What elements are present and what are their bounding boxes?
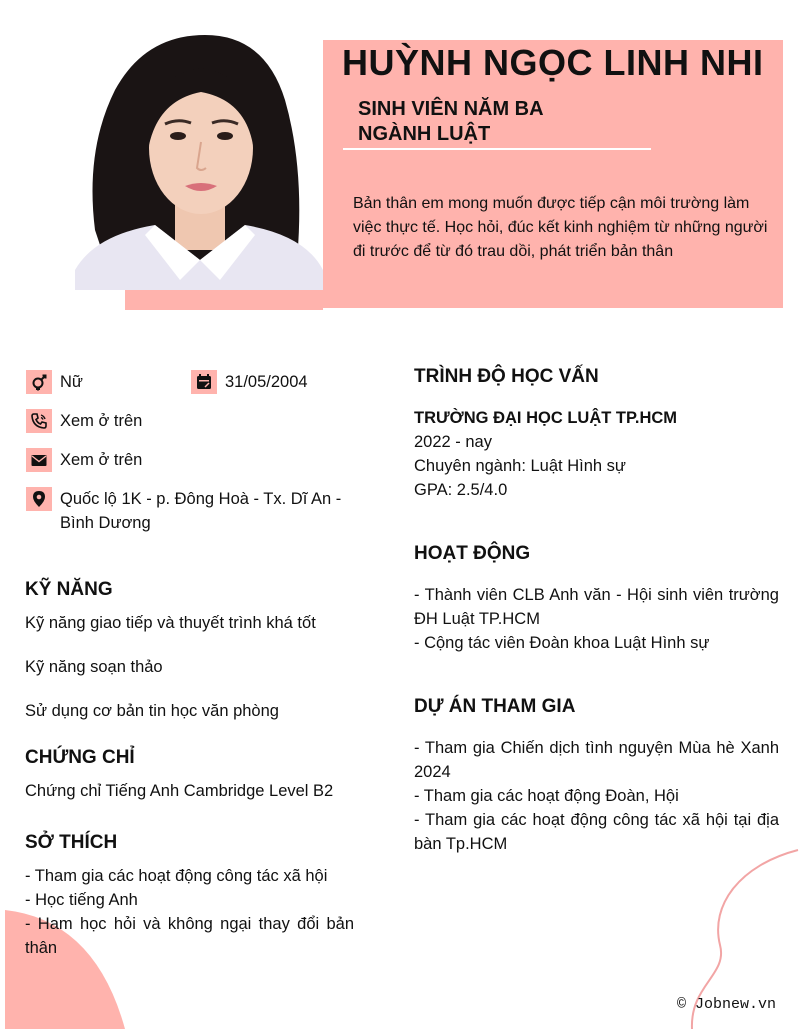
title-divider xyxy=(343,148,651,150)
email-icon xyxy=(26,448,52,472)
activities-heading: HOẠT ĐỘNG xyxy=(414,543,531,564)
job-title-line1: SINH VIÊN NĂM BA xyxy=(358,98,544,120)
certificates-heading: CHỨNG CHỈ xyxy=(25,747,135,768)
gender-icon xyxy=(26,370,52,394)
hobby-item: - Ham học hỏi và không ngại thay đổi bản thân xyxy=(25,915,354,957)
study-period: 2022 - nay xyxy=(414,433,492,451)
photo-underlay xyxy=(125,289,323,310)
hobbies-heading: SỞ THÍCH xyxy=(25,832,118,853)
skill-item: Kỹ năng giao tiếp và thuyết trình khá tốt xyxy=(25,614,316,632)
education-block xyxy=(414,406,779,502)
footer-credit: © Jobnew.vn xyxy=(676,996,776,1013)
profile-photo xyxy=(75,30,323,290)
school-name: TRƯỜNG ĐẠI HỌC LUẬT TP.HCM xyxy=(414,409,678,427)
full-name: HUỲNH NGỌC LINH NHI xyxy=(342,42,764,83)
certificate-item: Chứng chỉ Tiếng Anh Cambridge Level B2 xyxy=(25,782,334,800)
hobby-item: - Học tiếng Anh xyxy=(25,891,138,909)
phone-icon xyxy=(26,409,52,433)
skills-heading: KỸ NĂNG xyxy=(25,579,113,600)
projects-list xyxy=(414,736,779,856)
major: Chuyên ngành: Luật Hình sự xyxy=(414,457,626,475)
address-value: Quốc lộ 1K - p. Đông Hoà - Tx. Dĩ An - Bình Dương xyxy=(60,490,342,532)
skill-item: Sử dụng cơ bản tin học văn phòng xyxy=(25,702,279,720)
email-value: Xem ở trên xyxy=(60,451,143,469)
hobby-item: - Tham gia các hoạt động công tác xã hội xyxy=(25,867,328,885)
gender-value: Nữ xyxy=(60,373,83,391)
job-title-line2: NGÀNH LUẬT xyxy=(358,123,491,145)
projects-heading: DỰ ÁN THAM GIA xyxy=(414,696,576,717)
skill-item: Kỹ năng soạn thảo xyxy=(25,658,163,676)
project-item: - Tham gia các hoạt động Đoàn, Hội xyxy=(414,787,679,805)
birthday-value: 31/05/2004 xyxy=(225,373,308,391)
project-item: - Tham gia các hoạt động công tác xã hội tại địa bàn Tp.HCM xyxy=(414,811,779,853)
career-summary: Bản thân em mong muốn được tiếp cận môi trường làm việc thực tế. Học hỏi, đúc kết kinh nghiệm từ những người đi trước để từ đó trau dồi, phát triển bản thân xyxy=(353,195,768,260)
gpa: GPA: 2.5/4.0 xyxy=(414,481,508,499)
activities-list xyxy=(414,583,779,655)
activity-item: - Cộng tác viên Đoàn khoa Luật Hình sự xyxy=(414,634,710,652)
hobbies-list xyxy=(25,864,354,960)
calendar-icon xyxy=(191,370,217,394)
location-icon xyxy=(26,487,52,511)
education-heading: TRÌNH ĐỘ HỌC VẤN xyxy=(414,366,599,387)
project-item: - Tham gia Chiến dịch tình nguyện Mùa hè Xanh 2024 xyxy=(414,739,779,781)
phone-value: Xem ở trên xyxy=(60,412,143,430)
activity-item: - Thành viên CLB Anh văn - Hội sinh viên trường ĐH Luật TP.HCM xyxy=(414,586,779,628)
